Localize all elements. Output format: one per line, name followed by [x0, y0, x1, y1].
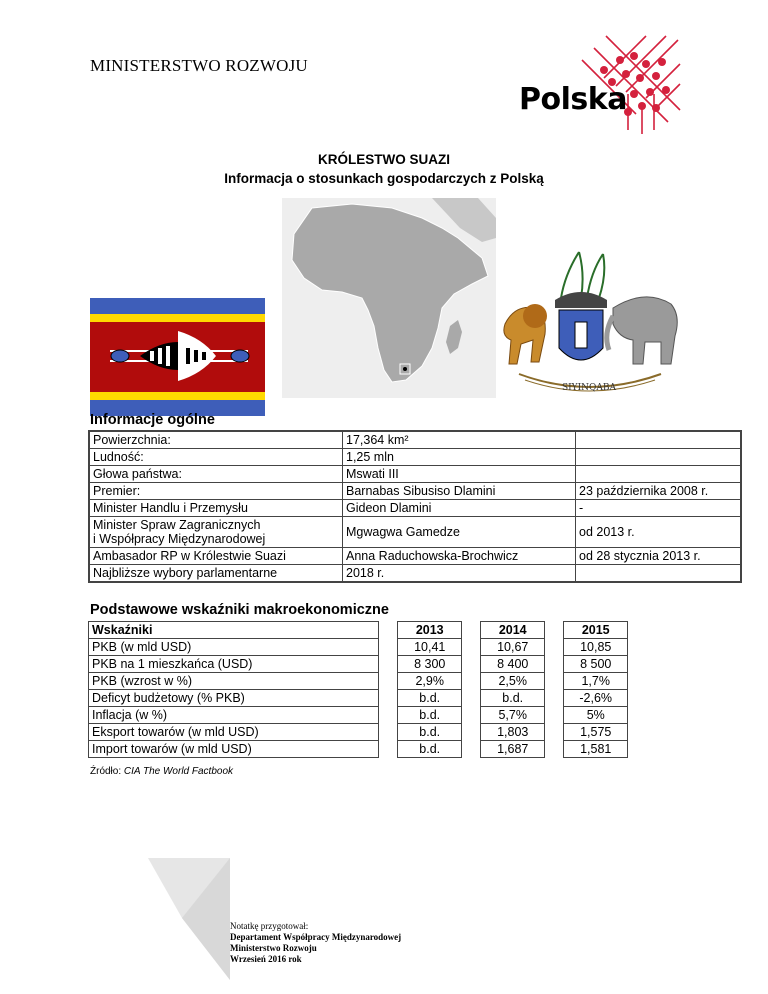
- value-cell: 1,581: [564, 741, 628, 758]
- indicator-label: PKB na 1 mieszkańca (USD): [89, 656, 379, 673]
- column-gap: [461, 639, 480, 656]
- value-cell: 1,575: [564, 724, 628, 741]
- header-year: 2014: [481, 622, 545, 639]
- value-cell: b.d.: [481, 690, 545, 707]
- value-cell: 1,25 mln: [343, 449, 576, 466]
- value-cell: 10,41: [398, 639, 462, 656]
- table-row: [89, 690, 628, 707]
- label-line: Minister Spraw Zagranicznych: [93, 518, 261, 532]
- column-gap: [544, 707, 563, 724]
- footer-date: Wrzesień 2016 rok: [230, 954, 302, 964]
- table-row: [89, 707, 628, 724]
- source-note: [90, 766, 233, 777]
- value-cell: 8 400: [481, 656, 545, 673]
- extra-cell: od 2013 r.: [576, 517, 742, 548]
- column-gap: [461, 707, 480, 724]
- country-title: KRÓLESTWO SUAZI: [318, 152, 450, 167]
- indicator-label: Eksport towarów (w mld USD): [89, 724, 379, 741]
- table-row: [89, 548, 741, 565]
- source-name: CIA The World Factbook: [123, 766, 234, 777]
- table-row: [89, 565, 741, 583]
- column-gap: [544, 673, 563, 690]
- extra-cell: [576, 466, 742, 483]
- table-row: [89, 517, 741, 548]
- extra-cell: [576, 431, 742, 449]
- indicator-label: Deficyt budżetowy (% PKB): [89, 690, 379, 707]
- table-row: [89, 741, 628, 758]
- label-cell: Głowa państwa:: [89, 466, 343, 483]
- value-cell: 8 500: [564, 656, 628, 673]
- value-cell: 5%: [564, 707, 628, 724]
- label-line: i Współpracy Międzynarodowej: [93, 532, 266, 546]
- macro-table: [88, 621, 628, 758]
- extra-cell: [576, 449, 742, 466]
- header-label: Wskaźniki: [89, 622, 379, 639]
- label-cell: Powierzchnia:: [89, 431, 343, 449]
- table-row: [89, 483, 741, 500]
- label-cell: Minister Handlu i Przemysłu: [89, 500, 343, 517]
- column-gap: [461, 724, 480, 741]
- macro-heading: Podstawowe wskaźniki makroekonomiczne: [90, 602, 389, 618]
- column-gap: [461, 741, 480, 758]
- column-gap: [544, 724, 563, 741]
- polska-logo-text: Polska: [519, 82, 627, 117]
- eswatini-coat-of-arms: [495, 244, 683, 399]
- extra-cell: [576, 565, 742, 583]
- column-gap: [378, 741, 397, 758]
- indicator-label: PKB (w mld USD): [89, 639, 379, 656]
- value-cell: b.d.: [398, 707, 462, 724]
- column-gap: [544, 639, 563, 656]
- column-gap: [378, 707, 397, 724]
- footer-note: [230, 921, 401, 965]
- value-cell: 1,687: [481, 741, 545, 758]
- label-cell: [89, 517, 343, 548]
- footer-line: Notatkę przygotował:: [230, 921, 309, 931]
- header-year: 2015: [564, 622, 628, 639]
- value-cell: 1,803: [481, 724, 545, 741]
- column-gap: [461, 673, 480, 690]
- value-cell: 1,7%: [564, 673, 628, 690]
- footer-department: Departament Współpracy Międzynarodowej: [230, 932, 402, 942]
- label-cell: Najbliższe wybory parlamentarne: [89, 565, 343, 583]
- indicator-label: Inflacja (w %): [89, 707, 379, 724]
- document-subtitle: Informacja o stosunkach gospodarczych z Polską: [224, 171, 544, 186]
- column-gap: [461, 656, 480, 673]
- value-cell: Anna Raduchowska-Brochwicz: [343, 548, 576, 565]
- column-gap: [378, 656, 397, 673]
- source-prefix: Źródło:: [90, 766, 124, 777]
- column-gap: [378, 639, 397, 656]
- value-cell: b.d.: [398, 741, 462, 758]
- column-gap: [378, 622, 397, 639]
- value-cell: Mswati III: [343, 466, 576, 483]
- column-gap: [544, 690, 563, 707]
- column-gap: [461, 690, 480, 707]
- extra-cell: -: [576, 500, 742, 517]
- value-cell: 2,5%: [481, 673, 545, 690]
- column-gap: [378, 673, 397, 690]
- value-cell: -2,6%: [564, 690, 628, 707]
- ministry-name: MINISTERSTWO ROZWOJU: [90, 56, 308, 75]
- label-cell: Ludność:: [89, 449, 343, 466]
- table-row: [89, 656, 628, 673]
- table-header-row: [89, 622, 628, 639]
- value-cell: 2018 r.: [343, 565, 576, 583]
- column-gap: [378, 690, 397, 707]
- label-cell: Ambasador RP w Królestwie Suazi: [89, 548, 343, 565]
- value-cell: Mgwagwa Gamedze: [343, 517, 576, 548]
- general-info-table: [88, 430, 742, 583]
- value-cell: b.d.: [398, 724, 462, 741]
- table-row: [89, 449, 741, 466]
- value-cell: 2,9%: [398, 673, 462, 690]
- header-year: 2013: [398, 622, 462, 639]
- value-cell: 5,7%: [481, 707, 545, 724]
- africa-map: [282, 198, 496, 398]
- footer-arrow-graphic: [148, 858, 230, 980]
- column-gap: [461, 622, 480, 639]
- polska-logo: [516, 34, 682, 138]
- table-row: [89, 639, 628, 656]
- value-cell: b.d.: [398, 690, 462, 707]
- value-cell: 17,364 km²: [343, 431, 576, 449]
- table-row: [89, 724, 628, 741]
- column-gap: [544, 741, 563, 758]
- table-row: [89, 466, 741, 483]
- value-cell: Gideon Dlamini: [343, 500, 576, 517]
- eswatini-flag: [90, 298, 265, 416]
- table-row: [89, 431, 741, 449]
- column-gap: [378, 724, 397, 741]
- footer-ministry: Ministerstwo Rozwoju: [230, 943, 317, 953]
- label-cell: Premier:: [89, 483, 343, 500]
- general-info-heading: Informacje ogólne: [90, 412, 215, 428]
- extra-cell: od 28 stycznia 2013 r.: [576, 548, 742, 565]
- indicator-label: PKB (wzrost w %): [89, 673, 379, 690]
- value-cell: Barnabas Sibusiso Dlamini: [343, 483, 576, 500]
- indicator-label: Import towarów (w mld USD): [89, 741, 379, 758]
- value-cell: 10,67: [481, 639, 545, 656]
- column-gap: [544, 656, 563, 673]
- table-row: [89, 500, 741, 517]
- value-cell: 10,85: [564, 639, 628, 656]
- coat-motto: SIYINQABA: [561, 383, 617, 393]
- column-gap: [544, 622, 563, 639]
- table-row: [89, 673, 628, 690]
- value-cell: 8 300: [398, 656, 462, 673]
- extra-cell: 23 października 2008 r.: [576, 483, 742, 500]
